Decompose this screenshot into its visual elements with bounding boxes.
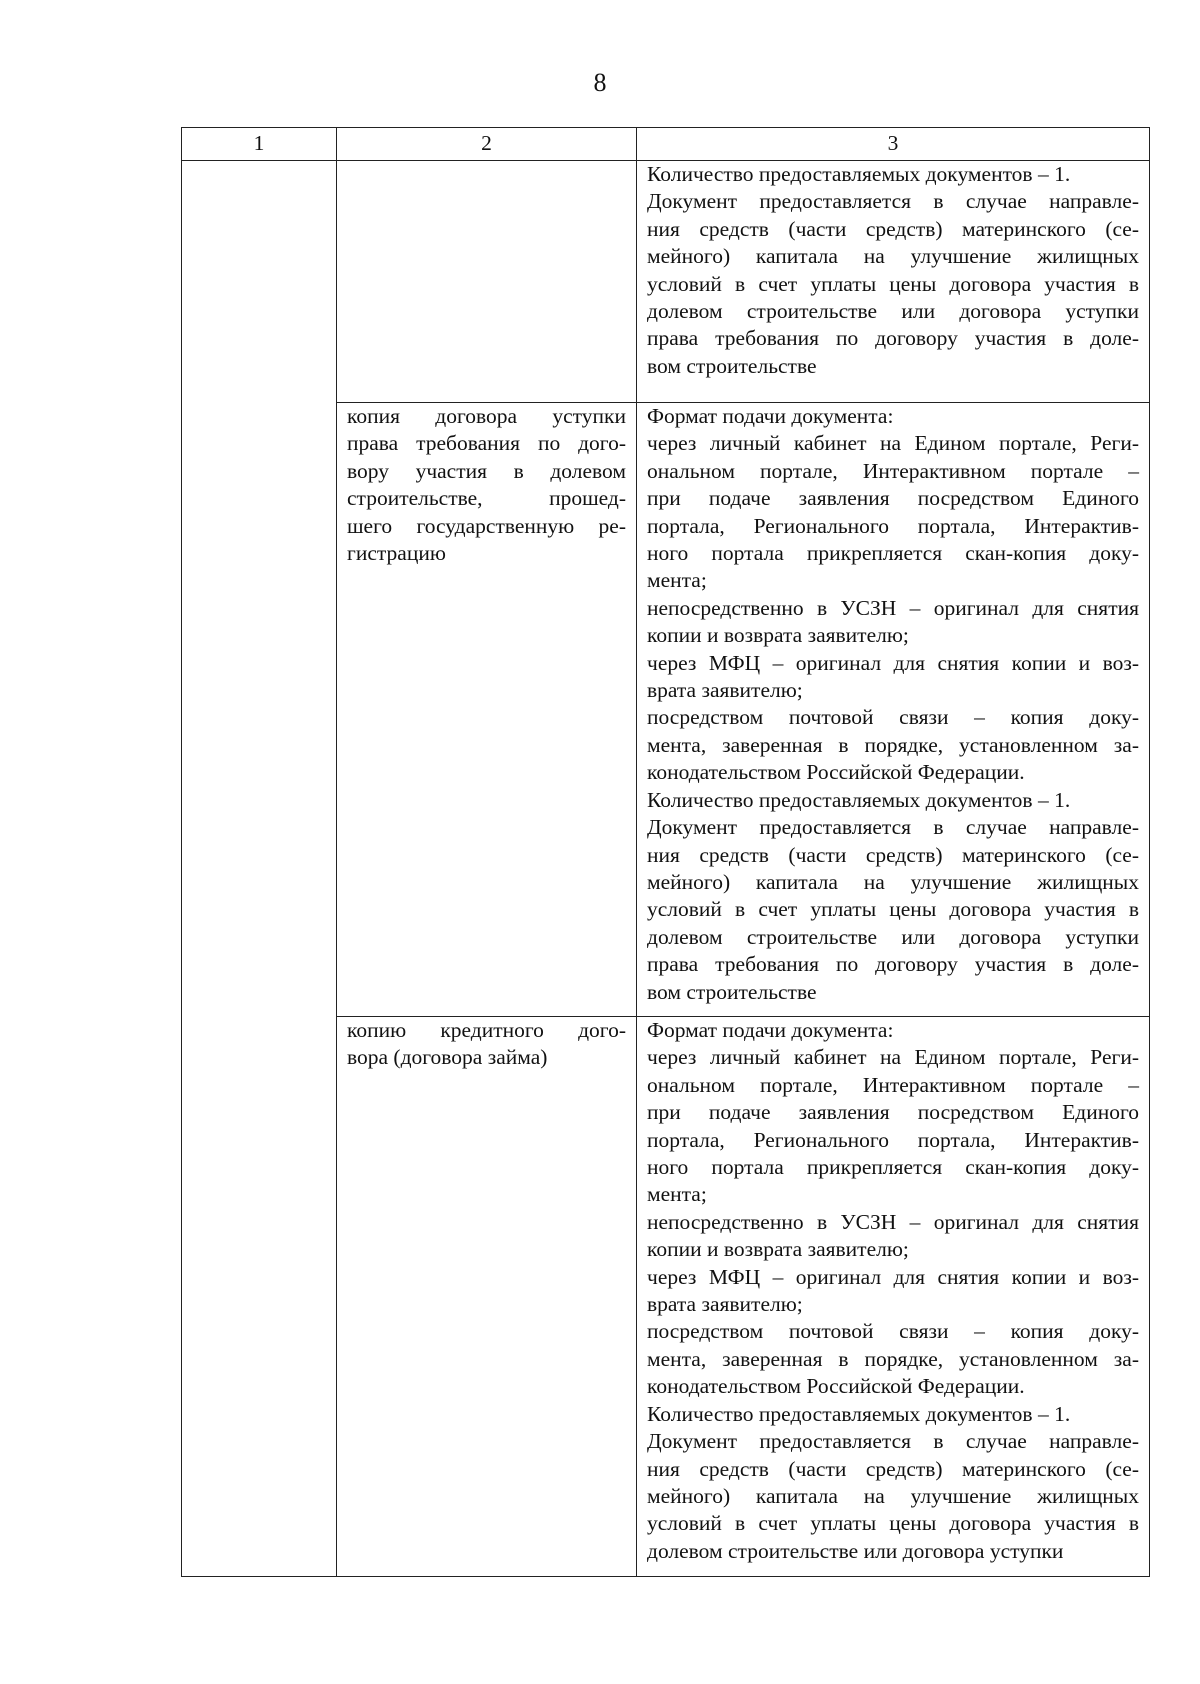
cell-text-line: Количество предоставляемых документов – 1. xyxy=(647,787,1071,812)
cell-text-line: мейного) капитала на улучшение жилищных xyxy=(647,244,1139,269)
cell-text-line: мента, заверенная в порядке, установленном за- xyxy=(647,1346,1139,1371)
header-col-1: 1 xyxy=(182,128,337,161)
table-cell-col1 xyxy=(182,161,337,403)
cell-text-line: портала, Регионального портала, Интерактив- xyxy=(647,513,1139,538)
cell-text-line: шего государственную ре- xyxy=(347,513,626,538)
cell-text-line: условий в счет уплаты цены договора участия в xyxy=(647,897,1139,922)
table-header-row xyxy=(182,128,1150,161)
cell-text-line: врата заявителю; xyxy=(647,1292,803,1317)
cell-text-line: мента; xyxy=(647,1182,707,1207)
table-cell-col1 xyxy=(182,1017,337,1577)
cell-text-line: вом строительстве xyxy=(647,353,817,378)
cell-text-line: Количество предоставляемых документов – 1. xyxy=(647,162,1071,186)
cell-text-line: непосредственно в УСЗН – оригинал для снятия xyxy=(647,1209,1139,1234)
document-table xyxy=(181,127,1150,1577)
cell-text-line: через личный кабинет на Едином портале, Реги- xyxy=(647,431,1139,456)
cell-text-line: конодательством Российской Федерации. xyxy=(647,760,1025,785)
cell-text-line: через личный кабинет на Едином портале, Реги- xyxy=(647,1045,1139,1070)
cell-text-line: копии и возврата заявителю; xyxy=(647,1237,909,1262)
cell-text-line: копия договора уступки xyxy=(347,404,626,428)
page-number: 8 xyxy=(593,68,607,97)
cell-text-line: при подаче заявления посредством Единого xyxy=(647,1100,1139,1125)
cell-text-line: Формат подачи документа: xyxy=(647,1018,894,1042)
cell-text-line: ния средств (части средств) материнского (се- xyxy=(647,1456,1139,1481)
table-cell-col2 xyxy=(337,161,637,403)
cell-text-line: долевом строительстве или договора уступки xyxy=(647,1538,1064,1563)
cell-text-line: копию кредитного дого- xyxy=(347,1018,626,1042)
cell-text-line: условий в счет уплаты цены договора участия в xyxy=(647,271,1139,296)
cell-text-line: гистрацию xyxy=(347,541,446,566)
table-cell-col2 xyxy=(337,1017,637,1577)
cell-text-line: права требования по договору участия в доле- xyxy=(647,952,1139,977)
cell-text-line: Документ предоставляется в случае направле- xyxy=(647,815,1139,840)
cell-text-line: через МФЦ – оригинал для снятия копии и воз- xyxy=(647,1264,1139,1289)
cell-text-line: конодательством Российской Федерации. xyxy=(647,1374,1025,1399)
header-col-2: 2 xyxy=(337,128,637,161)
cell-text-line: ональном портале, Интерактивном портале – xyxy=(647,458,1139,483)
cell-text-line: мента, заверенная в порядке, установленном за- xyxy=(647,732,1139,757)
header-col-3: 3 xyxy=(637,128,1150,161)
cell-text-line: мента; xyxy=(647,568,707,593)
table-cell-col3 xyxy=(637,161,1150,403)
table-cell-col3 xyxy=(637,1017,1150,1577)
cell-text-line: долевом строительстве или договора уступки xyxy=(647,924,1139,949)
cell-text-line: условий в счет уплаты цены договора участия в xyxy=(647,1511,1139,1536)
cell-text-line: ональном портале, Интерактивном портале – xyxy=(647,1072,1139,1097)
cell-text-line: вом строительстве xyxy=(647,979,817,1004)
cell-text-line: ного портала прикрепляется скан-копия доку- xyxy=(647,1155,1139,1180)
cell-text-line: через МФЦ – оригинал для снятия копии и воз- xyxy=(647,650,1139,675)
table-row xyxy=(182,403,1150,1017)
table-cell-col2 xyxy=(337,403,637,1017)
cell-text-line: Количество предоставляемых документов – 1. xyxy=(647,1401,1071,1426)
cell-text-line: строительстве, прошед- xyxy=(347,486,626,511)
cell-text-line: Документ предоставляется в случае направле- xyxy=(647,1429,1139,1454)
cell-text-line: ния средств (части средств) материнского (се- xyxy=(647,216,1139,241)
table-row xyxy=(182,1017,1150,1577)
cell-text-line: непосредственно в УСЗН – оригинал для снятия xyxy=(647,595,1139,620)
table-cell-col1 xyxy=(182,403,337,1017)
cell-text-line: вора (договора займа) xyxy=(347,1045,548,1070)
cell-text-line: вору участия в долевом xyxy=(347,458,626,483)
cell-text-line: при подаче заявления посредством Единого xyxy=(647,486,1139,511)
cell-text-line: копии и возврата заявителю; xyxy=(647,623,909,648)
cell-text-line: Документ предоставляется в случае направле- xyxy=(647,189,1139,214)
cell-text-line: врата заявителю; xyxy=(647,678,803,703)
table-cell-col3 xyxy=(637,403,1150,1017)
cell-text-line: Формат подачи документа: xyxy=(647,404,894,428)
cell-text-line: права требования по дого- xyxy=(347,431,626,456)
cell-text-line: посредством почтовой связи – копия доку- xyxy=(647,1319,1139,1344)
table-row xyxy=(182,161,1150,403)
cell-text-line: ного портала прикрепляется скан-копия доку- xyxy=(647,541,1139,566)
cell-text-line: ния средств (части средств) материнского (се- xyxy=(647,842,1139,867)
cell-text-line: портала, Регионального портала, Интерактив- xyxy=(647,1127,1139,1152)
cell-text-line: долевом строительстве или договора уступки xyxy=(647,299,1139,324)
cell-text-line: мейного) капитала на улучшение жилищных xyxy=(647,1483,1139,1508)
cell-text-line: права требования по договору участия в доле- xyxy=(647,326,1139,351)
cell-text-line: посредством почтовой связи – копия доку- xyxy=(647,705,1139,730)
cell-text-line: мейного) капитала на улучшение жилищных xyxy=(647,869,1139,894)
